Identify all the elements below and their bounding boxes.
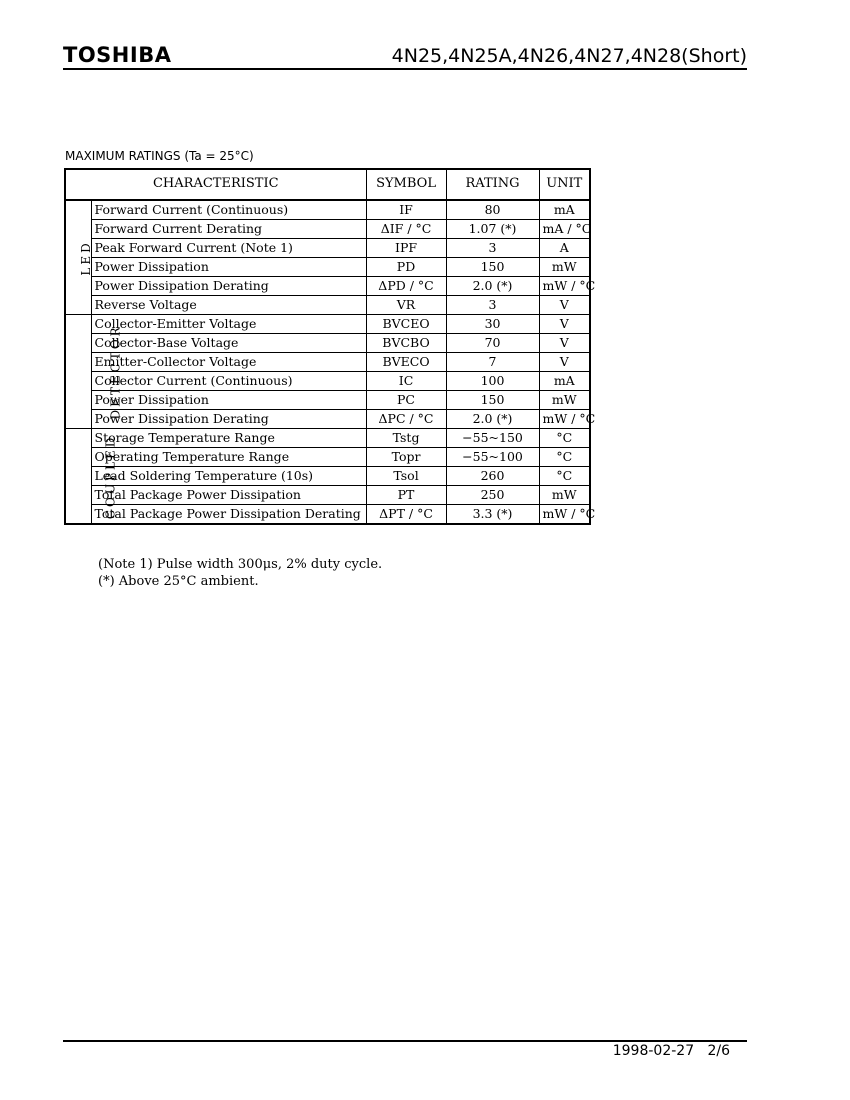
note-pulse-width: (Note 1) Pulse width 300μs, 2% duty cycle.: [98, 557, 383, 572]
row-characteristic: Total Package Power Dissipation Derating: [91, 505, 366, 525]
table-row: [65, 315, 590, 334]
row-rating: 1.07 (*): [446, 220, 539, 239]
table-row: [65, 353, 590, 372]
table-row: [65, 296, 590, 315]
col-header-characteristic: CHARACTERISTIC: [65, 169, 366, 200]
row-unit: V: [539, 296, 590, 315]
row-symbol: Tstg: [366, 429, 446, 448]
row-symbol: PD: [366, 258, 446, 277]
row-rating: 30: [446, 315, 539, 334]
row-rating: 3.3 (*): [446, 505, 539, 525]
col-header-symbol: SYMBOL: [366, 169, 446, 200]
row-characteristic: Power Dissipation Derating: [91, 410, 366, 429]
row-symbol: ΔIF / °C: [366, 220, 446, 239]
row-rating: 150: [446, 391, 539, 410]
row-unit: mW: [539, 258, 590, 277]
row-rating: −55~150: [446, 429, 539, 448]
table-row: [65, 391, 590, 410]
col-header-rating: RATING: [446, 169, 539, 200]
section-title: MAXIMUM RATINGS (Ta = 25°C): [65, 149, 254, 163]
row-symbol: ΔPT / °C: [366, 505, 446, 525]
notes: [98, 556, 382, 590]
row-rating: 260: [446, 467, 539, 486]
row-symbol: PC: [366, 391, 446, 410]
group-label-led: LED: [65, 200, 91, 315]
row-unit: mW: [539, 391, 590, 410]
row-unit: mW / °C: [539, 277, 590, 296]
table-row: [65, 220, 590, 239]
row-rating: 80: [446, 200, 539, 220]
group-label-coupled: COUPLED: [65, 429, 91, 525]
row-rating: 2.0 (*): [446, 277, 539, 296]
row-rating: 250: [446, 486, 539, 505]
footer-date: 1998-02-27: [612, 1043, 695, 1059]
row-characteristic: Collector-Emitter Voltage: [91, 315, 366, 334]
row-characteristic: Total Package Power Dissipation: [91, 486, 366, 505]
row-symbol: IF: [366, 200, 446, 220]
row-symbol: BVCBO: [366, 334, 446, 353]
row-symbol: Topr: [366, 448, 446, 467]
row-characteristic: Emitter-Collector Voltage: [91, 353, 366, 372]
row-characteristic: Forward Current (Continuous): [91, 200, 366, 220]
brand-logo: TOSHIBA: [63, 43, 172, 67]
row-unit: A: [539, 239, 590, 258]
table-row: [65, 486, 590, 505]
row-characteristic: Forward Current Derating: [91, 220, 366, 239]
row-characteristic: Peak Forward Current (Note 1): [91, 239, 366, 258]
row-characteristic: Storage Temperature Range: [91, 429, 366, 448]
header-rule: [63, 68, 747, 70]
row-characteristic: Operating Temperature Range: [91, 448, 366, 467]
col-header-unit: UNIT: [539, 169, 590, 200]
row-rating: 70: [446, 334, 539, 353]
table-row: [65, 258, 590, 277]
footer-rule: [63, 1040, 747, 1042]
table-row: [65, 277, 590, 296]
table-row: [65, 467, 590, 486]
table-row: [65, 410, 590, 429]
table-row: [65, 505, 590, 525]
row-symbol: IC: [366, 372, 446, 391]
ratings-table: [64, 168, 596, 525]
row-characteristic: Reverse Voltage: [91, 296, 366, 315]
row-unit: °C: [539, 448, 590, 467]
row-unit: V: [539, 315, 590, 334]
table-header-row: [65, 169, 590, 200]
note-ambient: (*) Above 25°C ambient.: [98, 574, 259, 589]
row-characteristic: Power Dissipation Derating: [91, 277, 366, 296]
row-rating: 100: [446, 372, 539, 391]
table-row: [65, 372, 590, 391]
row-symbol: ΔPC / °C: [366, 410, 446, 429]
row-symbol: BVCEO: [366, 315, 446, 334]
footer: [613, 1043, 730, 1059]
row-unit: V: [539, 334, 590, 353]
row-rating: −55~100: [446, 448, 539, 467]
table-row: [65, 200, 590, 220]
row-unit: mW / °C: [539, 505, 590, 525]
table-row: [65, 239, 590, 258]
footer-page: 2/6: [707, 1043, 730, 1059]
row-unit: V: [539, 353, 590, 372]
row-symbol: VR: [366, 296, 446, 315]
part-numbers: 4N25,4N25A,4N26,4N27,4N28(Short): [391, 45, 747, 67]
row-rating: 3: [446, 239, 539, 258]
row-symbol: BVECO: [366, 353, 446, 372]
row-symbol: PT: [366, 486, 446, 505]
group-label-detector: DETECTOR: [65, 315, 91, 429]
row-unit: °C: [539, 467, 590, 486]
row-unit: mW / °C: [539, 410, 590, 429]
row-symbol: Tsol: [366, 467, 446, 486]
row-characteristic: Collector Current (Continuous): [91, 372, 366, 391]
row-symbol: ΔPD / °C: [366, 277, 446, 296]
row-unit: mA / °C: [539, 220, 590, 239]
table-row: [65, 429, 590, 448]
table-row: [65, 334, 590, 353]
row-rating: 150: [446, 258, 539, 277]
table-row: [65, 448, 590, 467]
row-rating: 2.0 (*): [446, 410, 539, 429]
row-characteristic: Lead Soldering Temperature (10s): [91, 467, 366, 486]
row-unit: mA: [539, 200, 590, 220]
row-unit: °C: [539, 429, 590, 448]
row-unit: mW: [539, 486, 590, 505]
row-characteristic: Power Dissipation: [91, 391, 366, 410]
row-characteristic: Collector-Base Voltage: [91, 334, 366, 353]
row-rating: 7: [446, 353, 539, 372]
row-symbol: IPF: [366, 239, 446, 258]
row-unit: mA: [539, 372, 590, 391]
row-rating: 3: [446, 296, 539, 315]
row-characteristic: Power Dissipation: [91, 258, 366, 277]
